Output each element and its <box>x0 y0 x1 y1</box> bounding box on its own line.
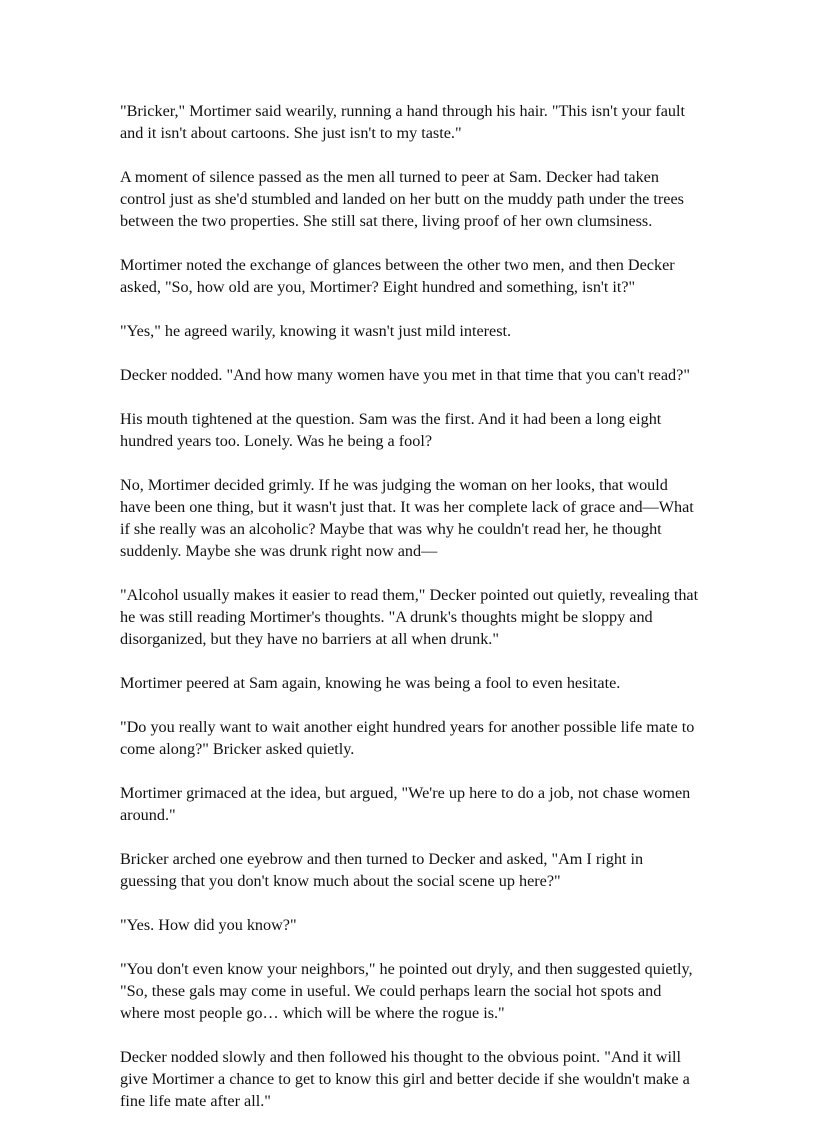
paragraph: Mortimer peered at Sam again, knowing he was being a fool to even hesitate. <box>120 674 621 692</box>
paragraph: No, Mortimer decided grimly. If he was judging the woman on her looks, that would have been one thing, but it wasn't just that. It was her complete lack of grace and—What if she really was an alcoholic? Maybe that was why he couldn't read her, he thought suddenly. Maybe she was drunk right now and— <box>120 476 694 560</box>
paragraph: "Bricker," Mortimer said wearily, running a hand through his hair. "This isn't your fault and it isn't about cartoons. She just isn't to my taste." <box>120 102 686 142</box>
paragraph: Decker nodded. "And how many women have you met in that time that you can't read?" <box>120 366 690 384</box>
paragraph: Decker nodded slowly and then followed his thought to the obvious point. "And it will give Mortimer a chance to get to know this girl and better decide if she wouldn't make a fine life mate after all." <box>120 1048 690 1110</box>
paragraph: "Yes. How did you know?" <box>120 916 297 934</box>
paragraph: "Do you really want to wait another eight hundred years for another possible life mate to come along?" Bricker asked quietly. <box>120 718 695 758</box>
paragraph: His mouth tightened at the question. Sam was the first. And it had been a long eight hundred years too. Lonely. Was he being a fool? <box>120 410 662 450</box>
paragraph: "You don't even know your neighbors," he pointed out dryly, and then suggested quietly, "So, these gals may come in useful. We could perhaps learn the social hot spots and where most people go… which will be where the rogue is." <box>120 960 693 1022</box>
paragraph: "Alcohol usually makes it easier to read them," Decker pointed out quietly, revealing that he was still reading Mortimer's thoughts. "A drunk's thoughts might be sloppy and disorganized, but they have no barriers at all when drunk." <box>120 586 699 648</box>
body-text <box>120 100 700 1134</box>
paragraph: Mortimer grimaced at the idea, but argued, "We're up here to do a job, not chase women around." <box>120 784 691 824</box>
paragraph: Mortimer noted the exchange of glances between the other two men, and then Decker asked, "So, how old are you, Mortimer? Eight hundred and something, isn't it?" <box>120 256 675 296</box>
paragraph: A moment of silence passed as the men all turned to peer at Sam. Decker had taken control just as she'd stumbled and landed on her butt on the muddy path under the trees between the two properties. She still sat there, living proof of her own clumsiness. <box>120 168 684 230</box>
paragraph: Bricker arched one eyebrow and then turned to Decker and asked, "Am I right in guessing that you don't know much about the social scene up here?" <box>120 850 644 890</box>
paragraph: "Yes," he agreed warily, knowing it wasn't just mild interest. <box>120 322 512 340</box>
